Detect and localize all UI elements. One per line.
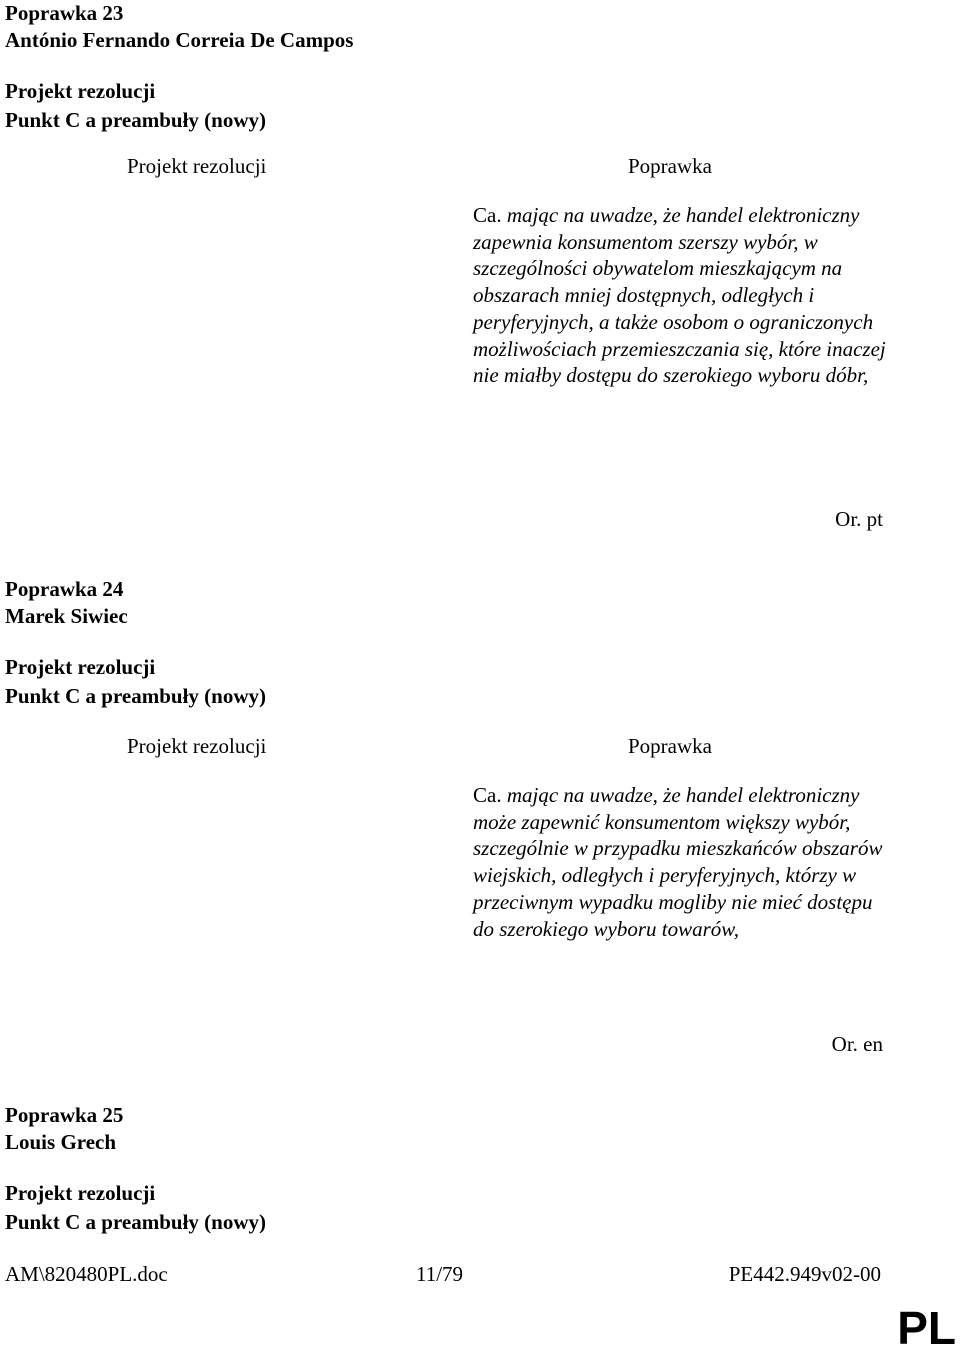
column-heading-original: Projekt rezolucji bbox=[127, 734, 267, 758]
amendment-23 bbox=[5, 0, 905, 535]
recital-label: Ca. bbox=[473, 783, 502, 807]
amendment-text bbox=[473, 782, 893, 942]
language-badge: PL bbox=[897, 1302, 956, 1354]
amendment-point: Punkt C a preambuły (nowy) bbox=[5, 1210, 266, 1234]
recital-text: mając na uwadze, że handel elektroniczny może zapewnić konsumentom większy wybór, szczególnie w przypadku mieszkańców obszarów wiejskich, odległych i peryferyjnych, którzy w przeciwnym wypadku mogliby nie mieć dostępu do szerokiego wyboru towarów, bbox=[473, 783, 883, 941]
amendment-point: Punkt C a preambuły (nowy) bbox=[5, 684, 266, 708]
amendment-number: Poprawka 24 bbox=[5, 577, 124, 601]
document-type: Projekt rezolucji bbox=[5, 655, 156, 679]
amendment-number: Poprawka 25 bbox=[5, 1103, 124, 1127]
amendment-number: Poprawka 23 bbox=[5, 1, 124, 25]
amendment-author: Louis Grech bbox=[5, 1130, 117, 1154]
recital-label: Ca. bbox=[473, 203, 502, 227]
amendment-point: Punkt C a preambuły (nowy) bbox=[5, 108, 266, 132]
column-heading-amendment: Poprawka bbox=[628, 734, 712, 758]
amendment-24 bbox=[5, 576, 905, 1066]
column-heading-amendment: Poprawka bbox=[628, 154, 712, 178]
recital-text: mając na uwadze, że handel elektroniczny zapewnia konsumentom szerszy wybór, w szczególności obywatelom mieszkającym na obszarach mniej dostępnych, odległych i peryferyjnych, a także osobom o ograniczonych możliwościach przemieszczania się, które inaczej nie miałby dostępu do szerokiego wyboru dóbr, bbox=[473, 203, 886, 388]
amendment-25 bbox=[5, 1102, 905, 1242]
document-reference: AM\820480PL.doc bbox=[5, 1262, 168, 1286]
amendment-author: Marek Siwiec bbox=[5, 604, 128, 628]
original-language: Or. pt bbox=[835, 507, 883, 531]
column-heading-original: Projekt rezolucji bbox=[127, 154, 267, 178]
pe-reference: PE442.949v02-00 bbox=[728, 1262, 881, 1286]
document-type: Projekt rezolucji bbox=[5, 1181, 156, 1205]
document-type: Projekt rezolucji bbox=[5, 79, 156, 103]
page-number: 11/79 bbox=[416, 1262, 464, 1286]
amendment-text bbox=[473, 202, 893, 389]
amendment-author: António Fernando Correia De Campos bbox=[5, 28, 354, 52]
page-footer bbox=[5, 1260, 881, 1288]
original-language: Or. en bbox=[831, 1032, 883, 1056]
